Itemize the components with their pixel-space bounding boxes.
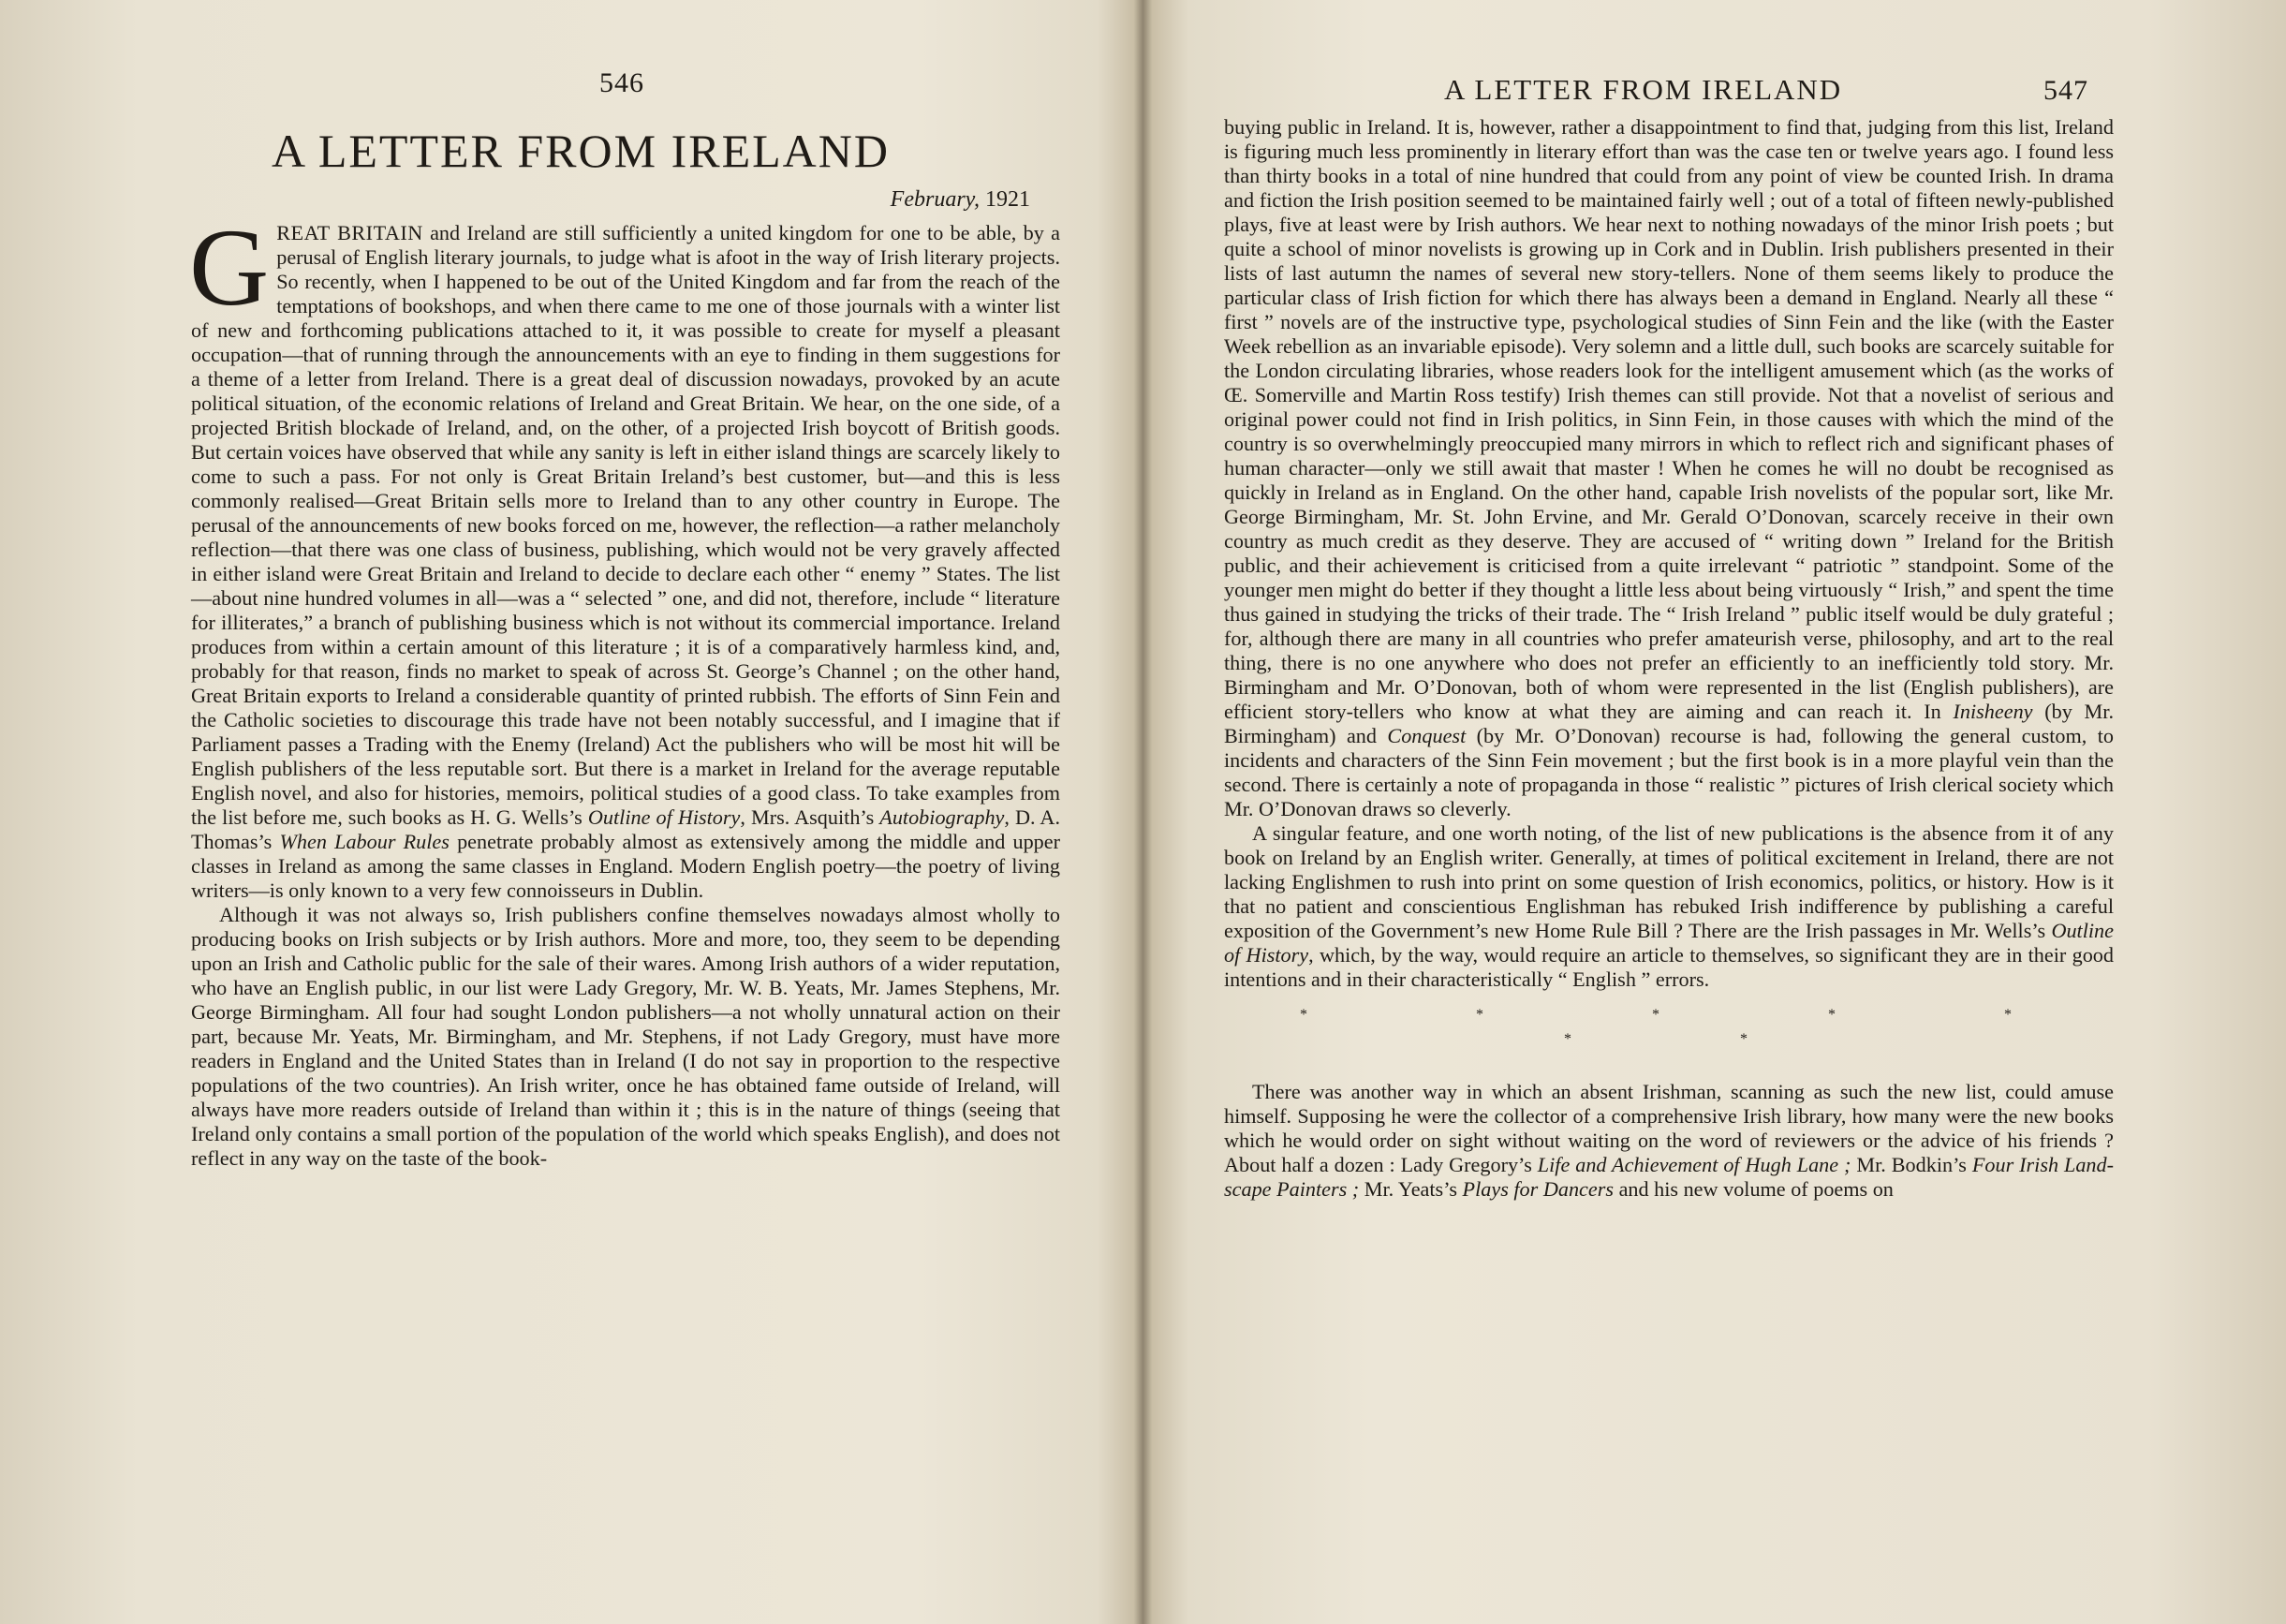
right-text-column: [1224, 115, 2114, 1202]
text-run: , Mrs. Asquith’s: [740, 805, 880, 829]
lead-caps: REAT BRITAIN: [276, 221, 423, 244]
text-run: penetrate probably almost as extensively among the middle and upper classes in Ireland as among the same classes in England. Modern English poetry—the poetry of living writers—is only known to a very few connoisseurs in Dublin.: [191, 830, 1060, 902]
text-run: A singular feature, and one worth noting, of the list of new publications is the absence from it of any book on Ireland by an English writer. Generally, at times of political excitement in Ireland, there are not lacking Englishmen to rush into print on some question of Irish economics, politics, or history. How is it that no patient and conscientious Englishman has rebuked Irish indifference by publishing a careful exposition of the Government’s new Home Rule Bill ? There are the Irish passages in Mr. Wells’s: [1224, 821, 2114, 942]
text-run: buying public in Ireland. It is, however, rather a disappointment to find that, judging from this list, Ireland is figuring much less prominently in literary effort than was the case ten or twelve years ago. I found less than thirty books in a total of nine hundred that could from any point of view be counted Irish. In drama and fiction the Irish position seemed to be maintained fairly well ; out of a total of fifteen newly-published plays, five at least were by Irish authors. We hear next to nothing nowadays of the minor Irish poets ; but quite a school of minor novelists is growing up in Cork and in Dublin. Irish publishers presented in their lists of last autumn the names of several new story-tellers. None of them seems likely to produce the particular class of Irish fiction for which there has always been a demand in England. Nearly all these “ first ” novels are of the instructive type, psychological studies of Sinn Fein and the like (with the Easter Week rebellion as an invariable episode). Very solemn and a little dull, such books are scarcely suitable for the London circulating libraries, whose readers look for the intelligent amusement which (as the works of Œ. Somerville and Martin Ross testify) Irish themes can still provide. Not that a novelist of serious and original power could not find in Irish politics, in Sinn Fein, in those causes with which the mind of the country is so overwhelmingly preoccupied many mirrors in which to reflect rich and significant phases of human character—only we still await that master ! When he comes he will no doubt be recognised as quickly in Ireland as in England. On the other hand, capable Irish novelists of the popular sort, like Mr. George Birmingham, Mr. St. John Ervine, and Mr. Gerald O’Donovan, scarcely receive in their own country as much credit as they deserve. They are accused of “ writing down ” Ireland for the British public, and their achievement is criticised from a quite irrelevant “ patriotic ” standpoint. Some of the younger men might do better if they thought a little less about being virtuously “ Irish,” and spent the time thus gained in studying the tricks of their trade. The “ Irish Ireland ” public itself would be duly grateful ; for, although there are many in all countries who prefer amateurish verse, philosophy, and art to the real thing, there is no one anywhere who does not prefer an efficiently to an inefficiently told story. Mr. Birmingham and Mr. O’Donovan, both of whom were represented in the list (English publishers), are efficient story-tellers who know at what they are aiming and can reach it. In: [1224, 115, 2114, 723]
paragraph: [189, 206, 1060, 903]
page-number-left: 546: [599, 67, 644, 98]
dateline-month: February,: [890, 187, 980, 212]
book-title: Outline of History: [587, 805, 741, 829]
text-run: There was another way in which an absent Irishman, scanning as such the new list, could amuse himself. Supposing he were the collector of a comprehensive Irish library, how many were the new books which he would order on sight without waiting on the word of reviewers or the advice of his friends ? About half a dozen : Lady Gregory’s: [1224, 1080, 2114, 1176]
running-head: A LETTER FROM IRELAND: [1444, 73, 1843, 106]
dateline: [656, 187, 1030, 213]
left-page: [0, 0, 1133, 1624]
text-run: and his new volume of poems on: [1614, 1177, 1894, 1201]
book-title: Life and Achievement of Hugh Lane ;: [1537, 1153, 1851, 1176]
article-title: A LETTER FROM IRELAND: [271, 125, 891, 177]
paragraph: [1224, 1080, 2114, 1202]
paragraph: [1224, 821, 2114, 992]
book-title: Outline of History: [1224, 919, 2114, 967]
text-run: Mr. Yeats’s: [1359, 1177, 1463, 1201]
book-title: Conquest: [1387, 724, 1467, 747]
left-text-column: [189, 206, 1060, 1171]
book-title: Four Irish Land-scape Painters ;: [1224, 1153, 2114, 1201]
paragraph: Although it was not always so, Irish publishers confine themselves nowadays almost wholly to producing books on Irish subjects or by Irish authors. More and more, too, they seem to be depending upon an Irish and Catholic public for the sale of their wares. Among Irish authors of a wider reputation, who have an English public, in our list were Lady Gregory, Mr. W. B. Yeats, Mr. James Stephens, Mr. George Birmingham. All four had sought London publishers—a not wholly unnatural action on their part, because Mr. Yeats, Mr. Birmingham, and Mr. Stephens, if not Lady Gregory, must have more readers in England and the United States than in Ireland (I do not say in proportion to the respective populations of the two countries). An Irish writer, once he has obtained fame outside of Ireland, will always have more readers outside of Ireland than within it ; this is in the nature of things (seeing that Ireland only contains a small portion of the population of the world which speaks English), and does not reflect in any way on the taste of the book-: [191, 903, 1060, 1170]
dateline-year: 1921: [985, 187, 1030, 212]
text-run: , D. A. Thomas’s: [191, 805, 1060, 853]
right-page: [1144, 0, 2286, 1624]
page-number-right: 547: [2043, 75, 2088, 106]
book-title: When Labour Rules: [279, 830, 450, 853]
section-break-stars: * * * * * * *: [1300, 1007, 2094, 1047]
book-title: Plays for Dancers: [1462, 1177, 1615, 1201]
text-run: (by Mr. Birmingham) and: [1224, 700, 2114, 747]
book-title: Autobiography: [879, 805, 1005, 829]
text-run: (by Mr. O’Donovan) recourse is had, following the general custom, to incidents and characters of the Sinn Fein movement ; but the first book is in a more playful vein than the second. There is certainly a note of propaganda in those “ realistic ” pictures of Irish clerical society which Mr. O’Donovan draws so cleverly.: [1224, 724, 2114, 820]
text-run: , which, by the way, would require an article to themselves, so significant they are in their good intentions and in their characteristically “ English ” errors.: [1224, 943, 2114, 991]
book-title: Inisheeny: [1953, 700, 2033, 723]
paragraph: [1224, 115, 2114, 821]
text-run: and Ireland are still sufficiently a united kingdom for one to be able, by a perusal of English literary journals, to judge what is afoot in the way of Irish literary projects. So recently, when I happened to be out of the United Kingdom and far from the reach of the temptations of bookshops, and when there came to me one of those journals with a winter list of new and forthcoming publications attached to it, it was possible to create for myself a pleasant occupation—that of running through the announcements with an eye to finding in them suggestions for a theme of a letter from Ireland. There is a great deal of discussion nowadays, provoked by an acute political situation, of the economic relations of Ireland and Great Britain. We hear, on the one side, of a projected British blockade of Ireland, and, on the other, of a projected Irish boycott of British goods. But certain voices have observed that while any sanity is left in either island things are scarcely likely to come to such a pass. For not only is Great Britain Ireland’s best customer, but—and this is less commonly realised—Great Britain sells more to Ireland than to any other country in Europe. The perusal of the announcements of new books forced on me, however, the reflection—a rather melancholy reflection—that there was one class of business, publishing, which would not be very gravely affected in either island were Great Britain and Ireland to decide to declare each other “ enemy ” States. The list—about nine hundred volumes in all—was a “ selected ” one, and did not, therefore, include “ literature for illiterates,” a branch of publishing business which is not without its commercial importance. Ireland produces from within a certain amount of this literature ; it is of a comparatively harmless kind, and, probably for that reason, finds no market to speak of across St. George’s Channel ; on the other hand, Great Britain exports to Ireland a considerable quantity of printed rubbish. The efforts of Sinn Fein and the Catholic societies to discourage this trade have not been notably successful, and I imagine that if Parliament passes a Trading with the Enemy (Ireland) Act the publishers who will be most hit will be English publishers of the less reputable sort. But there is a market in Ireland for the average reputable English novel, and also for histories, memoirs, political studies of a good class. To take examples from the list before me, such books as H. G. Wells’s: [191, 221, 1060, 829]
drop-cap: G: [189, 206, 270, 329]
text-run: Mr. Bodkin’s: [1851, 1153, 1972, 1176]
